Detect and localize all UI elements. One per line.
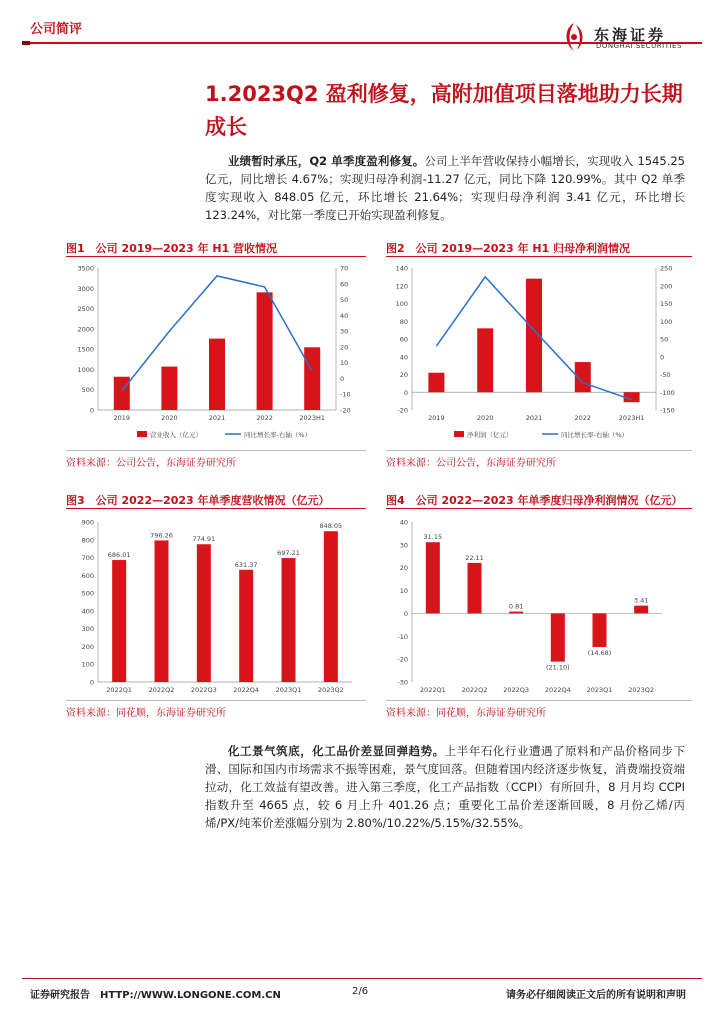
y-right-tick-label: 40 [340,311,349,320]
figure-4-rule [386,508,692,509]
footer-website: 证券研究报告 HTTP://WWW.LONGONE.COM.CN [30,990,281,1001]
legend-bar-swatch [137,431,147,437]
figure-1-title: 图1 公司 2019—2023 年 H1 营收情况 [66,242,278,255]
y-tick-label: 300 [81,625,94,634]
legend-bar-swatch [454,431,464,437]
bar-2022Q2 [468,563,482,614]
data-label-2023Q2: 3.41 [633,596,649,605]
paragraph-industry [205,742,685,832]
x-tick-label: 2022Q4 [544,686,571,694]
x-tick-label: 2023H1 [618,414,645,422]
figure-3-rule [66,508,366,509]
y-right-tick-label: 150 [660,300,673,308]
x-tick-label: 2022Q1 [419,686,446,694]
y-right-tick-label: -50 [660,371,671,379]
footer-disclaimer: 请务必仔细阅读正文后的所有说明和声明 [506,990,686,1001]
y-right-tick-label: 100 [660,317,673,326]
data-label-2022Q3: 774.91 [192,535,216,544]
y-left-tick-label: 1000 [77,365,94,374]
y-tick-label: 0 [89,678,94,687]
y-left-tick-label: 3000 [77,284,94,293]
y-left-tick-label: 20 [399,371,408,379]
y-right-tick-label: -10 [340,390,351,399]
data-label-2022Q3: 0.81 [508,602,524,611]
figure-1-source-rule [66,450,366,451]
x-tick-label: 2023Q2 [317,686,344,694]
x-tick-label: 2020 [476,414,494,422]
figure-3-title: 图3 公司 2022—2023 年单季度营收情况（亿元） [66,494,330,507]
y-right-tick-label: 50 [340,296,349,305]
y-tick-label: 40 [399,518,408,527]
x-tick-label: 2022 [574,414,592,422]
x-tick-label: 2019 [428,414,445,422]
y-left-tick-label: 2500 [77,305,94,314]
y-tick-label: -20 [397,655,408,664]
data-label-2022Q4: (21.10) [545,663,570,672]
paragraph-lead: 化工景气筑底，化工品价差显回弹趋势。 [228,744,445,758]
y-tick-label: 900 [81,518,94,527]
y-left-tick-label: 2000 [77,325,94,334]
figure-2-rule [386,256,692,257]
y-right-tick-label: 250 [660,264,673,273]
logo-mark-icon [558,20,590,54]
y-tick-label: 20 [399,564,408,573]
x-tick-label: 2023Q1 [586,686,613,694]
page-number: 2/6 [352,986,369,997]
bar-2022Q2 [155,540,169,682]
figure-2-source-rule [386,450,692,451]
y-tick-label: 400 [81,607,94,616]
bar-2022Q1 [426,542,440,613]
data-label-2022Q1: 31.15 [423,533,443,542]
data-label-2023Q1: 697.21 [277,549,300,558]
legend-bar-label: 净利润（亿元） [467,431,513,439]
y-left-tick-label: 40 [399,353,408,362]
y-tick-label: 0 [403,609,408,618]
legend-line-label: 同比增长率-右轴（%） [561,431,629,439]
paragraph-body: 上半年石化行业遭遇了原料和产品价格同步下滑、国际和国内市场需求不振等困难，景气度回落。但随着国内经济逐步恢复，消费端投资端拉动，化工效益有望改善。进入第三季度，化工产品指数（CCPI）有所回升，8 月月均 CCPI 指数升至 4665 点，较 6 月上升 401.26 点；重要化工品价差逐渐回暖，8 月份乙烯/丙烯/PX/纯苯价差涨幅分别为 2.80%/10.22%/5.15%/32.55%。 [205,744,686,830]
y-left-tick-label: 500 [81,386,94,395]
brand-logo [558,20,708,56]
data-label-2022Q2: 796.26 [150,531,173,540]
y-left-tick-label: 140 [395,264,408,273]
bar-2023H1 [304,347,320,410]
y-right-tick-label: 30 [340,327,349,336]
bar-2023Q1 [593,613,607,647]
data-label-2023Q1: (14.68) [587,648,612,657]
logo-chinese-name: 东海证券 [594,26,667,44]
figure-4-source: 资料来源：同花顺，东海证券研究所 [386,708,546,719]
y-tick-label: 30 [399,541,408,550]
bar-2021 [209,339,225,410]
bar-2022Q3 [509,612,523,614]
y-tick-label: 800 [81,536,94,545]
y-tick-label: 10 [399,587,408,596]
bar-2022Q1 [112,560,126,682]
figure-1-chart [66,258,366,448]
legend-bar-label: 营业收入（亿元） [150,431,202,439]
data-label-2022Q4: 631.37 [234,560,258,569]
bar-2019 [114,377,130,410]
figure-2-title: 图2 公司 2019—2023 年 H1 归母净利润情况 [386,242,631,255]
y-left-tick-label: 120 [395,282,408,291]
data-label-2022Q1: 686.01 [107,551,131,560]
y-left-tick-label: 100 [395,300,408,308]
figure-3-source: 资料来源：同花顺，东海证券研究所 [66,708,226,719]
x-tick-label: 2019 [113,414,131,422]
y-left-tick-label: 1500 [77,345,94,354]
bar-2023Q1 [282,558,296,682]
figure-1-source: 资料来源：公司公告，东海证券研究所 [66,458,236,469]
y-tick-label: 700 [81,554,94,563]
footer-divider [22,978,702,979]
bar-2022Q4 [551,613,565,661]
y-left-tick-label: -20 [397,406,408,415]
header-divider-accent [22,41,30,45]
y-right-tick-label: 10 [340,359,349,368]
logo-english-name: DONGHAI SECURITIES [596,42,682,50]
bar-2019 [428,373,444,393]
bar-2022Q4 [239,570,253,682]
x-tick-label: 2022Q2 [461,686,488,694]
x-tick-label: 2021 [208,414,226,422]
figure-4-source-rule [386,700,692,701]
data-label-2022Q2: 22.11 [465,553,484,562]
x-tick-label: 2023Q2 [628,686,655,694]
y-left-tick-label: 80 [399,317,408,326]
y-right-tick-label: 0 [340,374,345,383]
y-right-tick-label: -150 [660,406,675,415]
figure-2-chart [386,258,692,448]
y-tick-label: 500 [81,589,94,598]
bar-2022Q3 [197,544,211,682]
y-left-tick-label: 60 [399,335,408,344]
y-right-tick-label: 200 [660,282,673,291]
figure-1-rule [66,256,366,257]
x-tick-label: 2022Q3 [190,686,217,694]
x-tick-label: 2020 [161,414,178,422]
report-type-tag: 公司简评 [30,22,83,37]
bar-2020 [161,367,177,410]
y-left-tick-label: 3500 [77,264,94,273]
x-tick-label: 2022Q4 [233,686,260,694]
x-tick-label: 2022Q3 [503,686,530,694]
y-left-tick-label: 0 [89,406,94,415]
bar-2023Q2 [634,606,648,614]
section-title: 1.2023Q2 盈利修复，高附加值项目落地助力长期成长 [205,82,683,139]
y-right-tick-label: -100 [660,388,675,397]
y-right-tick-label: 20 [340,343,349,352]
figure-3-chart [66,512,366,696]
data-label-2023Q2: 848.05 [319,522,343,531]
y-right-tick-label: -20 [340,406,351,415]
y-right-tick-label: 0 [660,353,665,362]
paragraph-lead: 业绩暂时承压，Q2 单季度盈利修复。 [228,154,425,168]
paragraph-earnings [205,152,685,224]
x-tick-label: 2023H1 [299,414,325,422]
figure-4-title: 图4 公司 2022—2023 年单季度归母净利润情况（亿元） [386,494,683,507]
legend-line-label: 同比增长率-右轴（%） [244,431,312,439]
bar-2023Q2 [324,531,338,682]
y-tick-label: -30 [397,678,408,687]
paragraph-body: 公司上半年营收保持小幅增长，实现收入 1545.25 亿元，同比增长 4.67%；实现归母净利润-11.27 亿元，同比下降 120.99%。其中 Q2 单季度实现收入 848.05 亿元，环比增长 21.64%；实现归母净利润 3.41 亿元，环比增长 123.24%，对比第一季度已开始实现盈利修复。 [205,154,685,222]
y-right-tick-label: 60 [340,280,349,289]
y-right-tick-label: 50 [660,335,669,344]
x-tick-label: 2022Q1 [106,686,133,694]
y-tick-label: -10 [397,632,408,641]
figure-4-chart [386,512,692,696]
bar-2020 [477,328,493,392]
figure-2-source: 资料来源：公司公告，东海证券研究所 [386,458,556,469]
y-left-tick-label: 0 [403,388,408,397]
y-right-tick-label: 70 [340,264,349,273]
x-tick-label: 2023Q1 [275,686,302,694]
figure-3-source-rule [66,700,366,701]
x-tick-label: 2021 [525,414,543,422]
y-tick-label: 200 [81,642,94,651]
x-tick-label: 2022 [256,414,273,422]
x-tick-label: 2022Q2 [148,686,175,694]
y-tick-label: 600 [81,571,94,580]
bar-2022 [257,292,273,410]
y-tick-label: 100 [81,660,94,669]
